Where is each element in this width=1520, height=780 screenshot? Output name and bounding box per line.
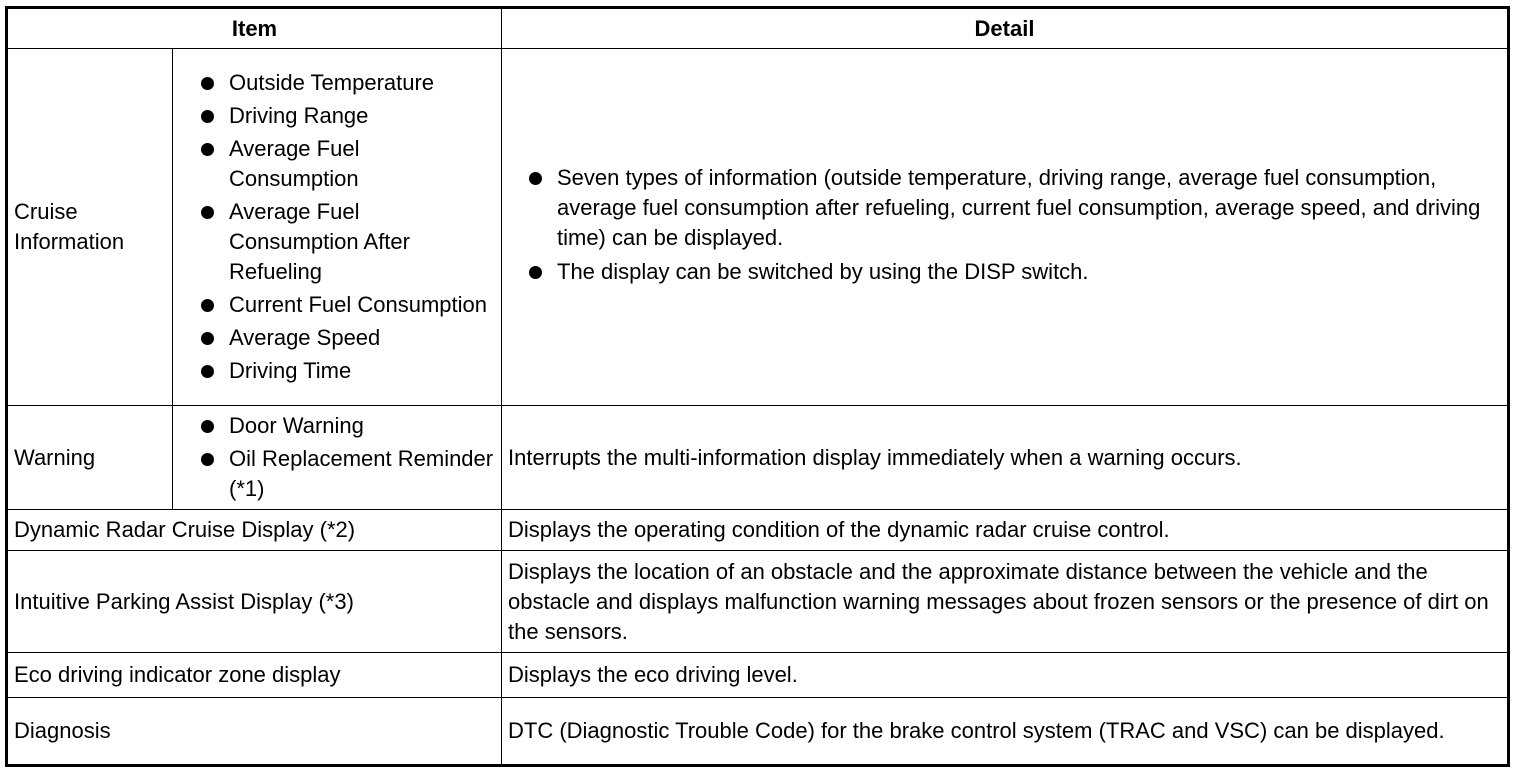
list-item: Door Warning <box>179 411 495 441</box>
item-label-radar-cruise: Dynamic Radar Cruise Display (*2) <box>7 510 502 551</box>
detail-cell-radar-cruise: Displays the operating condition of the dynamic radar cruise control. <box>502 510 1509 551</box>
header-detail: Detail <box>502 8 1509 49</box>
detail-cell-eco-driving: Displays the eco driving level. <box>502 653 1509 698</box>
list-item: Oil Replacement Reminder (*1) <box>179 444 495 504</box>
list-item: Driving Time <box>179 356 495 386</box>
list-item: Average Fuel Consumption <box>179 134 495 194</box>
detail-cell-warning: Interrupts the multi-information display immediately when a warning occurs. <box>502 406 1509 510</box>
subitem-cell-cruise <box>173 49 502 406</box>
list-item: Driving Range <box>179 101 495 131</box>
header-item: Item <box>7 8 502 49</box>
bullet-icon <box>201 420 214 433</box>
subitem-list-cruise <box>179 68 495 386</box>
list-item: Seven types of information (outside temperature, driving range, average fuel consumption, average fuel consumption after refueling, current fuel consumption, average speed, and driving time) can be displayed. <box>508 163 1499 253</box>
list-item: Outside Temperature <box>179 68 495 98</box>
table-row-diagnosis <box>7 698 1509 766</box>
info-table <box>5 6 1510 767</box>
table-row-radar-cruise <box>7 510 1509 551</box>
bullet-icon <box>201 299 214 312</box>
detail-cell-parking-assist: Displays the location of an obstacle and the approximate distance between the vehicle and the obstacle and displays malfunction warning messages about frozen sensors or the presence of dirt on the sensors. <box>502 551 1509 653</box>
bullet-icon <box>201 365 214 378</box>
item-label-warning: Warning <box>7 406 173 510</box>
list-item: Average Fuel Consumption After Refueling <box>179 197 495 287</box>
item-label-parking-assist: Intuitive Parking Assist Display (*3) <box>7 551 502 653</box>
list-item: The display can be switched by using the DISP switch. <box>508 257 1499 287</box>
bullet-icon <box>529 172 542 185</box>
subitem-cell-warning <box>173 406 502 510</box>
list-item: Average Speed <box>179 323 495 353</box>
bullet-icon <box>201 453 214 466</box>
bullet-icon <box>529 266 542 279</box>
bullet-icon <box>201 206 214 219</box>
header-row <box>7 8 1509 49</box>
bullet-icon <box>201 143 214 156</box>
table-row-eco-driving <box>7 653 1509 698</box>
item-label-cruise-information: Cruise Information <box>7 49 173 406</box>
detail-cell-diagnosis: DTC (Diagnostic Trouble Code) for the brake control system (TRAC and VSC) can be displayed. <box>502 698 1509 766</box>
list-item: Current Fuel Consumption <box>179 290 495 320</box>
item-label-diagnosis: Diagnosis <box>7 698 502 766</box>
detail-cell-cruise <box>502 49 1509 406</box>
item-label-eco-driving: Eco driving indicator zone display <box>7 653 502 698</box>
bullet-icon <box>201 110 214 123</box>
detail-list-cruise <box>508 163 1499 287</box>
bullet-icon <box>201 332 214 345</box>
table-row-warning <box>7 406 1509 510</box>
subitem-list-warning <box>179 411 495 504</box>
table-row-parking-assist <box>7 551 1509 653</box>
bullet-icon <box>201 77 214 90</box>
table-row-cruise-information <box>7 49 1509 406</box>
